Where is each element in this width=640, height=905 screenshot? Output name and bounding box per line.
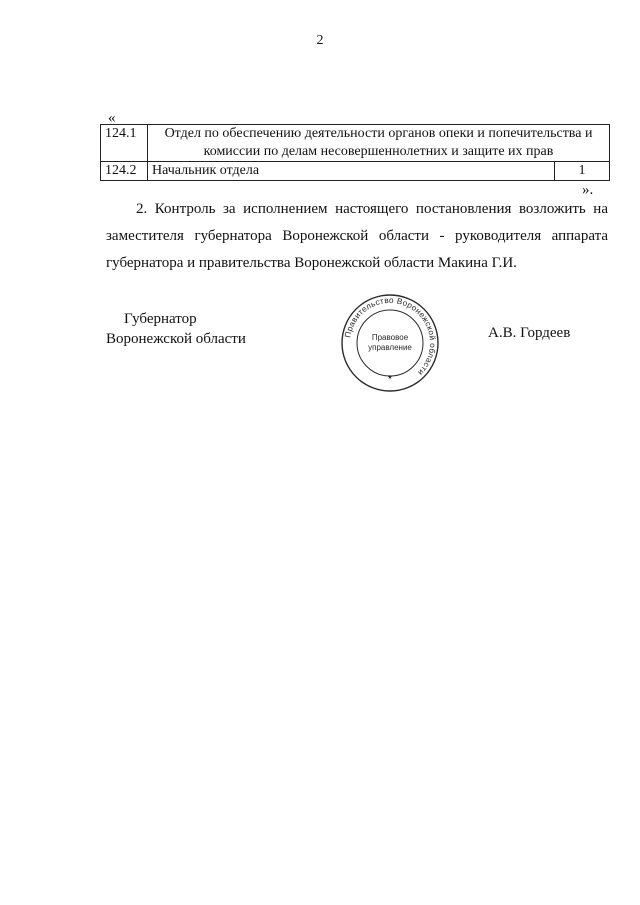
seal-inner-line1: Правовое	[371, 333, 409, 342]
row-code: 124.2	[101, 162, 148, 181]
table-row	[101, 125, 610, 162]
row-name: Начальник отдела	[148, 162, 555, 181]
row-code: 124.1	[101, 125, 148, 162]
row-count: 1	[555, 162, 610, 181]
row-name: Отдел по обеспечению деятельности органов опеки и попечительства и комиссии по делам несовершеннолетних и защите их прав	[148, 125, 610, 162]
seal-stamp	[340, 293, 440, 393]
seal-star-icon: ★	[387, 374, 393, 381]
seal-outer-textpath: Правительство Воронежской области	[343, 295, 438, 378]
signer-name: А.В. Гордеев	[488, 325, 571, 341]
signer-title-line2: Воронежской области	[106, 331, 246, 347]
table-row	[101, 162, 610, 181]
signer-title	[106, 309, 246, 349]
staff-table	[100, 124, 610, 181]
closing-quote: ».	[582, 182, 594, 198]
seal-inner-line2: управление	[368, 343, 412, 352]
signer-title-line1: Губернатор	[124, 311, 197, 327]
control-paragraph: 2. Контроль за исполнением настоящего постановления возложить на заместителя губернатора Воронежской области - руководителя аппарата губернатора и правительства Воронежской области Макина Г.И.	[106, 201, 608, 271]
opening-quote: «	[108, 110, 116, 126]
page-number: 2	[316, 33, 324, 48]
